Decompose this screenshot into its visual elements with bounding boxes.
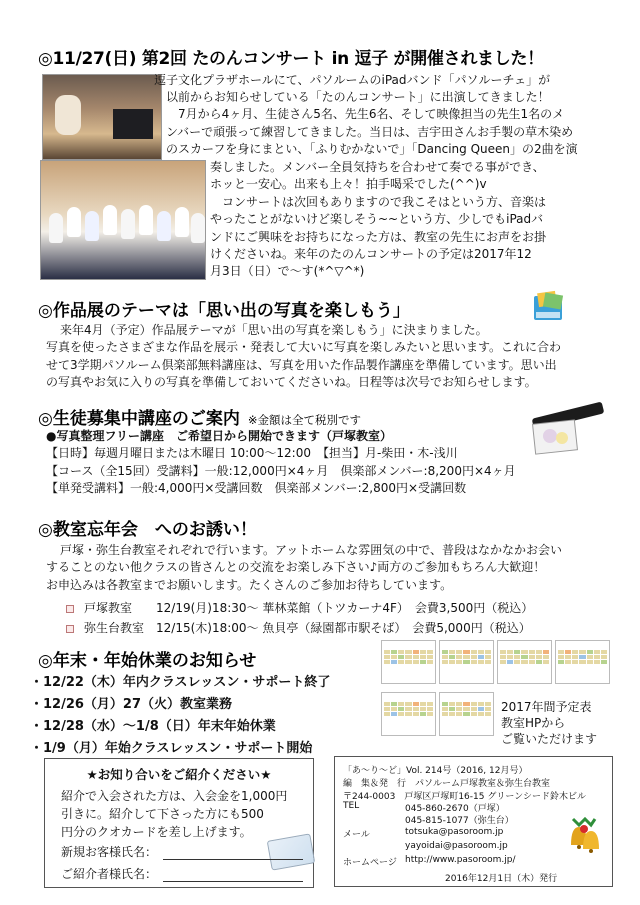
publisher-line: 編 集＆発 行 パソルーム戸塚教室＆弥生台教室 bbox=[343, 779, 551, 789]
concert-line: コンサートは次回もありますので我こそはという方、音楽は bbox=[222, 194, 547, 209]
party-line: することのない他クラスの皆さんとの交流をお楽しみ下さい♪両方のご参加もちろん大歓迎！ bbox=[46, 560, 546, 575]
concert-line: のスカーフを身にまとい、「ふりむかないで」「Dancing Queen」の2曲を演 bbox=[166, 142, 578, 157]
concert-line: けくださいね。来年のたのんコンサートの予定は2017年12 bbox=[210, 247, 532, 262]
referral-title: ★お知り合いをご紹介ください★ bbox=[86, 767, 272, 782]
bullet-icon bbox=[66, 625, 74, 633]
holiday-item: ・12/26（月）27（火）教室業務 bbox=[30, 697, 233, 712]
concert-body bbox=[46, 89, 578, 159]
tel-totsuka: 045-860-2670（戸塚） bbox=[405, 804, 505, 814]
exhibition-line: 写真を使ったさまざまな作品を展示・発表して大いに写真を楽しみたいと思います。これに合わ bbox=[46, 340, 562, 355]
concert-line: 7月から4ヶ月、生徒さん5名、先生6名、そして映像担当の先生1名のメ bbox=[178, 107, 565, 122]
holiday-item: ・12/28（水）～1/8（日）年末年始休業 bbox=[30, 719, 276, 734]
referrer-line bbox=[163, 870, 303, 882]
party-body bbox=[46, 542, 562, 594]
bullet-icon bbox=[66, 605, 74, 613]
exhibition-line: 来年4月（予定）作品展テーマが「思い出の写真を楽しもう」に決まりました。 bbox=[60, 323, 488, 337]
tax-note: ※金額は全て税別です bbox=[247, 413, 361, 427]
exhibition-line: の写真やお気に入りの写真を準備しておいてくださいね。日程等は次号でお知らせします。 bbox=[46, 375, 537, 390]
photo-album-icon bbox=[530, 290, 566, 324]
christmas-bell-icon bbox=[565, 815, 603, 859]
new-customer-field bbox=[61, 843, 303, 860]
concert-line: ンドにご興味をお持ちになった方は、教室の先生にお声をお掛 bbox=[210, 229, 547, 244]
group-photo bbox=[40, 160, 206, 280]
course-title-line: ●写真整理フリー講座 ご希望日から開始できます（戸塚教室） bbox=[46, 429, 392, 443]
referral-box bbox=[44, 758, 314, 888]
calendar-month bbox=[497, 640, 552, 684]
referral-body bbox=[61, 787, 287, 841]
calendar-month bbox=[555, 640, 610, 684]
course-body bbox=[46, 428, 516, 498]
referral-line: 引きに。紹介して下さった方にも500 bbox=[61, 807, 264, 821]
new-customer-line bbox=[163, 848, 303, 860]
party-event-yayoidai bbox=[66, 619, 531, 636]
holiday-list bbox=[30, 672, 330, 760]
calendar-caption-line: ご覧いただけます bbox=[501, 732, 598, 746]
exhibition-body bbox=[46, 322, 561, 392]
issue-line: 「あ～り～ど」Vol. 214号（2016, 12月号） bbox=[343, 766, 528, 776]
holiday-item: ・1/9（月）年始クラスレッスン・サポート開始 bbox=[30, 741, 313, 756]
holiday-item: ・12/22（木）年内クラスレッスン・サポート終了 bbox=[30, 675, 331, 690]
mail-label: メール bbox=[343, 830, 370, 840]
concert-line: 逗子文化プラザホールにて、パソルームのiPadバンド「パソルーチェ」が bbox=[154, 73, 551, 87]
referral-line: 紹介で入会された方は、入会金を1,000円 bbox=[61, 789, 288, 803]
concert-heading: ◎11/27(日) 第2回 たのんコンサート in 逗子 が開催されました！ bbox=[38, 49, 544, 69]
new-customer-label: 新規お客様氏名： bbox=[61, 845, 158, 859]
course-heading-text: ◎生徒募集中講座のご案内 bbox=[38, 409, 240, 429]
concert-line: 以前からお知らせしている「たのんコンサート」に出演してきました！ bbox=[166, 90, 550, 104]
calendar-month bbox=[381, 640, 436, 684]
calendar-caption bbox=[501, 699, 597, 747]
course-schedule-line: 【日時】毎週月曜日または木曜日 10:00～12:00 【担当】月-柴田・木-浅川 bbox=[46, 446, 458, 461]
concert-line: 奏しました。メンバー全員気持ちを合わせて奏でる事ができ、 bbox=[210, 160, 545, 174]
course-fee-line: 【コース（全15回）受講料】一般:12,000円×4ヶ月 倶楽部メンバー:8,200円×4ヶ月 bbox=[46, 463, 516, 478]
concert-line: ホッと一安心。出来も上々！拍手喝采でした(^^)v bbox=[210, 177, 487, 192]
concert-line: 月3日（日）で～す(*^▽^*) bbox=[210, 264, 365, 279]
calendar-month bbox=[439, 640, 494, 684]
calendar-month bbox=[381, 692, 436, 736]
party-event-text: 戸塚教室 12/19(月)18:30～ 華林菜館（トツカーナ4F） 会費3,500円（税込） bbox=[84, 601, 534, 615]
concert-line: ンバーで頑張って練習してきました。当日は、吉宇田さんお手製の草木染め bbox=[166, 124, 574, 139]
party-line: お申込みは各教室までお願いします。たくさんのご参加お待ちしています。 bbox=[46, 577, 453, 592]
referrer-field bbox=[61, 865, 303, 882]
tel-yayoidai: 045-815-1077（弥生台） bbox=[405, 816, 514, 826]
web-label: ホームページ bbox=[343, 858, 397, 868]
party-event-totsuka bbox=[66, 599, 533, 616]
calendar-caption-line: 教室HPから bbox=[501, 716, 566, 730]
holiday-heading: ◎年末・年始休業のお知らせ bbox=[38, 651, 257, 671]
exhibition-line: せて3学期パソルーム倶楽部無料講座は、写真を用いた作品製作講座を準備しています。思い出 bbox=[46, 357, 557, 372]
party-heading: ◎教室忘年会 へのお誘い！ bbox=[38, 520, 257, 540]
colophon-box bbox=[334, 756, 613, 887]
issue-date: 2016年12月1日（木）発行 bbox=[445, 874, 558, 884]
year-calendar-thumbnail-row2 bbox=[381, 692, 497, 754]
referrer-label: ご紹介者様氏名： bbox=[61, 867, 158, 881]
tel-label: TEL bbox=[343, 801, 360, 811]
scanner-image bbox=[524, 400, 610, 456]
exhibition-heading: ◎作品展のテーマは「思い出の写真を楽しもう」 bbox=[38, 301, 410, 321]
party-line: 戸塚・弥生台教室それぞれで行います。アットホームな雰囲気の中で、普段はなかなかお会い bbox=[60, 543, 562, 557]
course-heading bbox=[38, 404, 361, 429]
calendar-month bbox=[439, 692, 494, 736]
web-link[interactable]: http://www.pasoroom.jp/ bbox=[405, 855, 516, 865]
postal-line: 〒244-0003 戸塚区戸塚町16-15 グリーンシード鈴木ビル bbox=[343, 792, 586, 802]
calendar-caption-line: 2017年間予定表 bbox=[501, 700, 592, 714]
concert-body-top bbox=[154, 72, 550, 89]
concert-body-right bbox=[206, 159, 546, 281]
mail-yayoidai-link[interactable]: yayoidai@pasoroom.jp bbox=[405, 841, 508, 851]
course-single-fee-line: 【単発受講料】一般:4,000円×受講回数 倶楽部メンバー:2,800円×受講回数 bbox=[46, 481, 467, 496]
referral-line: 円分のクオカードを差し上げます。 bbox=[61, 825, 252, 839]
party-event-text: 弥生台教室 12/15(木)18:00～ 魚貝亭（緑園都市駅そば） 会費5,000円（税込） bbox=[84, 621, 531, 635]
concert-line: やったことがないけど楽しそう~~という方、少しでもiPadバ bbox=[210, 212, 544, 227]
mail-totsuka-link[interactable]: totsuka@pasoroom.jp bbox=[405, 827, 504, 837]
